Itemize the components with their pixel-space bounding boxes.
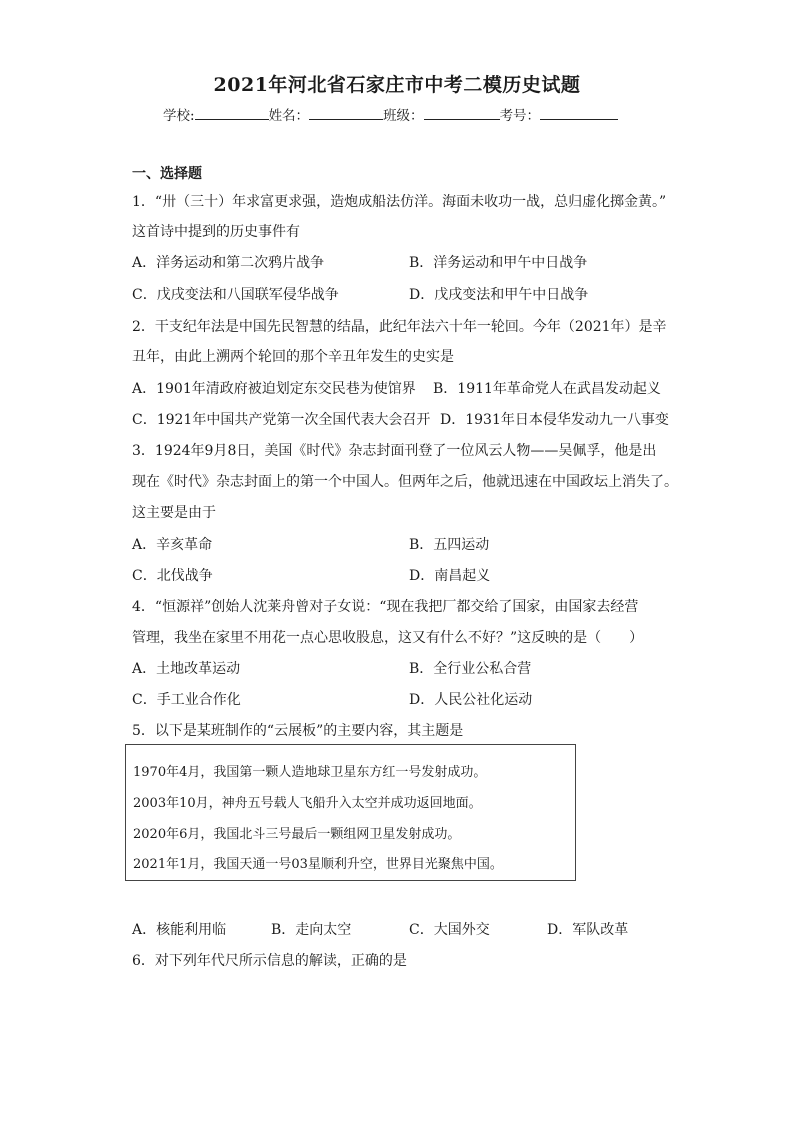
q2-stem-line-1: 2．干支纪年法是中国先民智慧的结晶，此纪年法六十年一轮回。今年（2021年）是辛 bbox=[132, 319, 667, 335]
q3-option-c: C．北伐战争 bbox=[132, 568, 213, 584]
q4-stem-line-1: 4．“恒源祥”创始人沈莱舟曾对子女说：“现在我把厂都交给了国家，由国家去经营 bbox=[132, 599, 639, 615]
q2-option-d: D．1931年日本侵华发动九一八事变 bbox=[440, 412, 669, 428]
q3-option-b: B．五四运动 bbox=[409, 537, 490, 553]
q5-option-c: C．大国外交 bbox=[409, 922, 490, 938]
q1-stem-line-1: 1．“卅（三十）年求富更求强，造炮成船法仿洋。海面未收功一战，总归虚化掷金黄。” bbox=[132, 194, 667, 210]
q6-stem-line-1: 6．对下列年代尺所示信息的解读，正确的是 bbox=[132, 953, 407, 969]
q4-option-c: C．手工业合作化 bbox=[132, 692, 241, 708]
q4-option-d: D．人民公社化运动 bbox=[409, 692, 533, 708]
q2-option-a: A．1901年清政府被迫划定东交民巷为使馆界 bbox=[132, 381, 416, 397]
class-label: 班级： bbox=[383, 108, 424, 124]
section-heading: 一、选择题 bbox=[132, 166, 202, 182]
q3-stem-line-2: 现在《时代》杂志封面上的第一个中国人。但两年之后，他就迅速在中国政坛上消失了。 bbox=[132, 474, 678, 490]
q4-stem-line-2: 管理，我坐在家里不用花一点心思收股息，这又有什么不好？”这反映的是（ ） bbox=[132, 630, 644, 646]
q1-option-b: B．洋务运动和甲午中日战争 bbox=[409, 255, 588, 271]
name-label: 姓名： bbox=[268, 108, 310, 124]
number-blank[interactable] bbox=[540, 107, 618, 120]
q5-stem-line-1: 5．以下是某班制作的“云展板”的主要内容，其主题是 bbox=[132, 723, 464, 739]
q2-stem-line-2: 丑年，由此上溯两个轮回的那个辛丑年发生的史实是 bbox=[132, 349, 454, 365]
q1-stem-line-2: 这首诗中提到的历史事件有 bbox=[132, 224, 300, 240]
exhibit-line-2: 2003年10月，神舟五号载人飞船升入太空并成功返回地面。 bbox=[133, 796, 482, 811]
q4-option-a: A．土地改革运动 bbox=[132, 661, 241, 677]
q1-option-d: D．戊戌变法和甲午中日战争 bbox=[409, 287, 589, 303]
q3-stem-line-3: 这主要是由于 bbox=[132, 505, 216, 521]
q1-option-c: C．戊戌变法和八国联军侵华战争 bbox=[132, 287, 339, 303]
q2-option-c: C．1921年中国共产党第一次全国代表大会召开 bbox=[132, 412, 431, 428]
q3-option-d: D．南昌起义 bbox=[409, 568, 491, 584]
page-title: 2021年河北省石家庄市中考二模历史试题 bbox=[213, 74, 581, 96]
q5-option-b: B．走向太空 bbox=[271, 922, 352, 938]
name-blank[interactable] bbox=[309, 107, 383, 120]
student-info-row bbox=[163, 104, 618, 124]
q5-option-d: D．军队改革 bbox=[547, 922, 629, 938]
q2-option-b: B．1911年革命党人在武昌发动起义 bbox=[433, 381, 661, 397]
q3-stem-line-1: 3．1924年9月8日，美国《时代》杂志封面刊登了一位风云人物——吴佩孚，他是出 bbox=[132, 443, 657, 459]
number-label: 考号： bbox=[499, 108, 541, 124]
q4-option-b: B．全行业公私合营 bbox=[409, 661, 532, 677]
q5-option-a: A．核能利用临 bbox=[132, 922, 227, 938]
school-label: 学校: bbox=[163, 108, 195, 124]
cloud-exhibit-box bbox=[125, 744, 576, 881]
q3-option-a: A．辛亥革命 bbox=[132, 537, 213, 553]
exhibit-line-3: 2020年6月，我国北斗三号最后一颗组网卫星发射成功。 bbox=[133, 827, 461, 842]
exhibit-line-1: 1970年4月，我国第一颗人造地球卫星东方红一号发射成功。 bbox=[133, 765, 487, 780]
exhibit-line-4: 2021年1月，我国天通一号03星顺利升空，世界目光聚焦中国。 bbox=[133, 857, 503, 872]
q1-option-a: A．洋务运动和第二次鸦片战争 bbox=[132, 255, 325, 271]
school-blank[interactable] bbox=[195, 107, 269, 120]
class-blank[interactable] bbox=[424, 107, 500, 120]
